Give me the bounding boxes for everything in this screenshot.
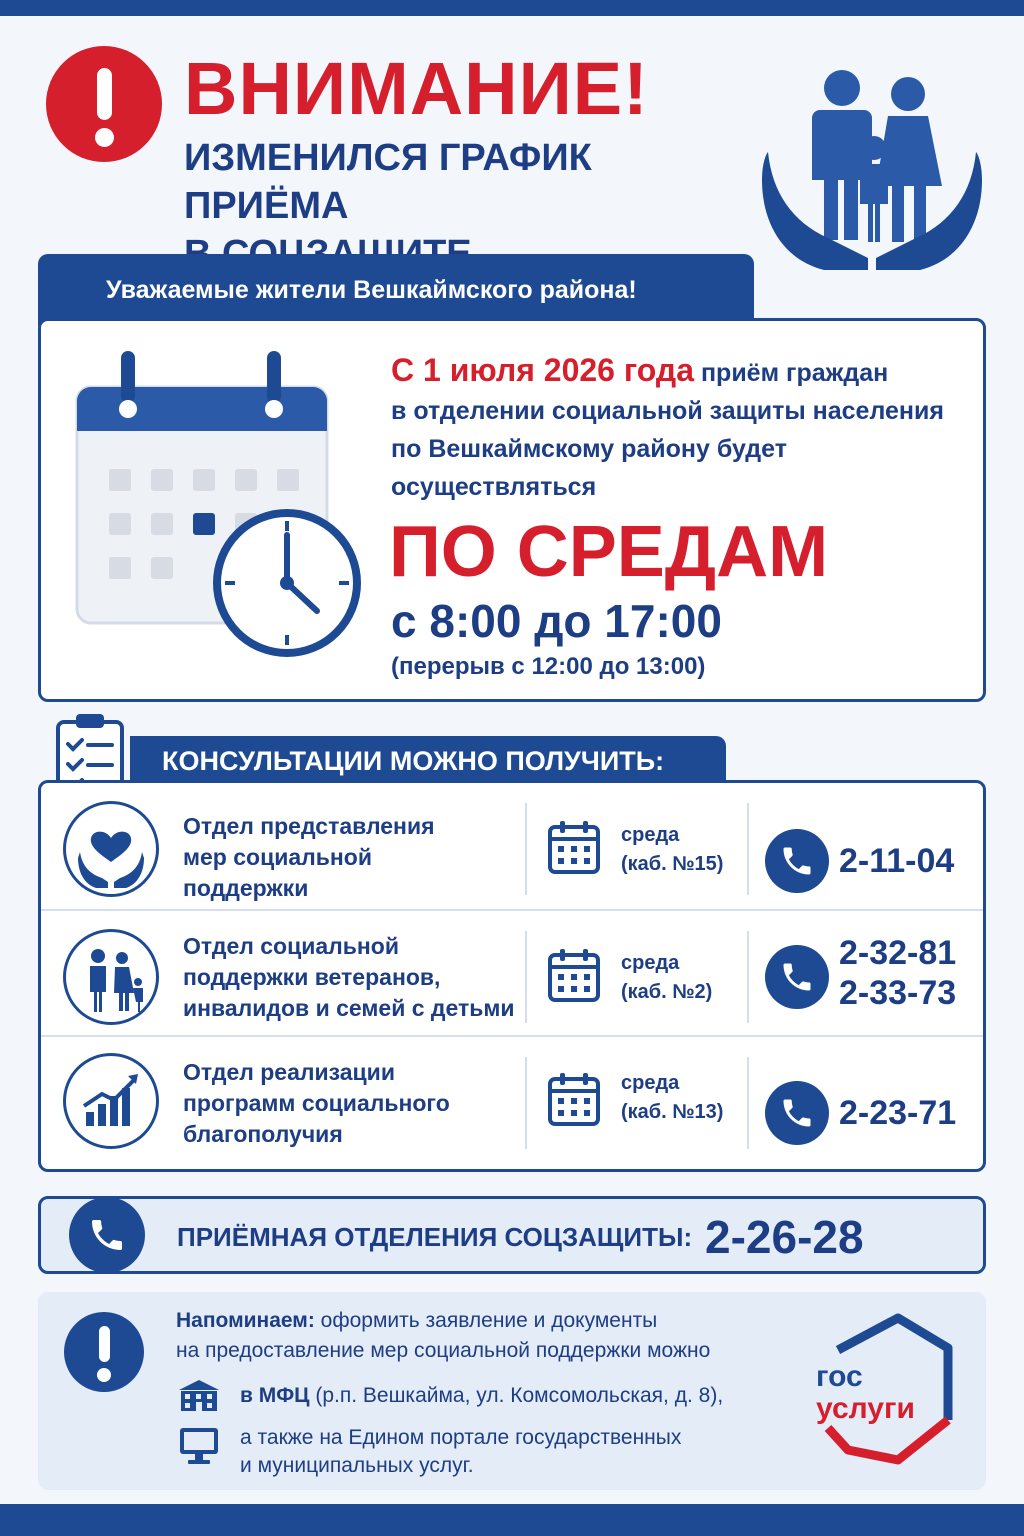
alert-icon xyxy=(46,46,162,162)
department-name xyxy=(183,931,523,1024)
divider xyxy=(747,1057,749,1149)
phone-icon xyxy=(69,1197,145,1273)
divider xyxy=(747,803,749,895)
department-line: мер социальной xyxy=(183,844,372,870)
reminder-line-2: на предоставление мер социальной поддержки можно xyxy=(176,1339,711,1362)
consultation-row xyxy=(41,909,983,1035)
weekday: среда xyxy=(621,1072,680,1094)
mfc-address: (р.п. Вешкайма, ул. Комсомольская, д. 8), xyxy=(309,1384,724,1407)
department-line: инвалидов и семей с детьми xyxy=(183,995,515,1021)
mfc-label: в МФЦ xyxy=(240,1384,310,1407)
divider xyxy=(525,1057,527,1149)
bottom-band xyxy=(0,1504,1024,1536)
start-date: С 1 июля 2026 года xyxy=(391,352,694,388)
subtitle-line-1: ИЗМЕНИЛСЯ ГРАФИК ПРИЁМА xyxy=(184,137,592,227)
reception-time xyxy=(621,821,723,879)
reminder-line-1: оформить заявление и документы xyxy=(314,1309,658,1332)
lunch-break: (перерыв с 12:00 до 13:00) xyxy=(391,653,706,680)
schedule-text-2: в отделении социальной защиты населения xyxy=(391,397,944,425)
schedule-text-1: приём граждан xyxy=(694,359,889,387)
weekday: среда xyxy=(621,952,680,974)
consultations-title: КОНСУЛЬТАЦИИ МОЖНО ПОЛУЧИТЬ: xyxy=(130,736,726,786)
department-line: программ социального xyxy=(183,1090,450,1116)
schedule-text-4: осуществляться xyxy=(391,473,597,501)
department-line: поддержки xyxy=(183,875,309,901)
reception-time xyxy=(621,949,712,1007)
reception-label: ПРИЁМНАЯ ОТДЕЛЕНИЯ СОЦЗАЩИТЫ: xyxy=(177,1222,693,1252)
greeting-tab: Уважаемые жители Вешкаймского района! xyxy=(38,254,754,326)
logo-text-uslugi: услуги xyxy=(816,1392,915,1425)
reception-bar xyxy=(38,1196,986,1274)
mfc-line xyxy=(240,1382,800,1410)
divider xyxy=(747,931,749,1023)
gosuslugi-logo[interactable] xyxy=(808,1310,958,1470)
consultations-table xyxy=(38,780,986,1172)
reception-phone[interactable]: 2-26-28 xyxy=(705,1211,864,1263)
department-line: благополучия xyxy=(183,1121,343,1147)
schedule-text-3: по Вешкаймскому району будет xyxy=(391,435,787,463)
reception-day: ПО СРЕДАМ xyxy=(389,512,829,592)
consultation-row xyxy=(41,1035,983,1169)
portal-line xyxy=(240,1424,800,1480)
department-name xyxy=(183,1057,523,1150)
growth-chart-icon xyxy=(63,1053,159,1149)
calendar-icon xyxy=(547,1071,601,1127)
department-line: Отдел представления xyxy=(183,813,435,839)
calendar-icon xyxy=(547,819,601,875)
family-icon xyxy=(63,929,159,1025)
phone-number[interactable]: 2-33-73 xyxy=(839,974,957,1012)
room-number: (каб. №15) xyxy=(621,853,724,875)
phone-icon xyxy=(765,945,829,1009)
consultation-row xyxy=(41,783,983,909)
exclamation-icon xyxy=(64,1312,144,1392)
building-icon xyxy=(176,1378,222,1414)
room-number: (каб. №2) xyxy=(621,981,713,1003)
portal-line-1: а также на Едином портале государственных xyxy=(240,1426,682,1449)
reminder-panel xyxy=(38,1292,986,1490)
family-in-hands-icon xyxy=(762,60,982,270)
phone-number[interactable]: 2-32-81 xyxy=(839,934,957,972)
schedule-card xyxy=(38,318,986,702)
computer-icon xyxy=(176,1426,222,1466)
room-number: (каб. №13) xyxy=(621,1101,724,1123)
heart-hands-icon xyxy=(63,801,159,897)
reminder-lead: Напоминаем: xyxy=(176,1309,315,1332)
department-line: Отдел социальной xyxy=(183,933,399,959)
department-name xyxy=(183,811,523,904)
top-band xyxy=(0,0,1024,16)
logo-text-gos: гос xyxy=(816,1360,863,1393)
page-title: ВНИМАНИЕ! xyxy=(184,47,649,130)
reception-hours: с 8:00 до 17:00 xyxy=(391,595,722,647)
portal-line-2: и муниципальных услуг. xyxy=(240,1454,474,1477)
calendar-icon xyxy=(547,947,601,1003)
phone-number[interactable]: 2-23-71 xyxy=(839,1094,957,1132)
schedule-description xyxy=(391,351,971,506)
department-line: поддержки ветеранов, xyxy=(183,964,441,990)
department-line: Отдел реализации xyxy=(183,1059,395,1085)
divider xyxy=(525,803,527,895)
phone-icon xyxy=(765,1081,829,1145)
weekday: среда xyxy=(621,824,680,846)
calendar-clock-icon xyxy=(71,345,371,665)
reminder-text xyxy=(176,1306,796,1366)
divider xyxy=(525,931,527,1023)
phone-icon xyxy=(765,829,829,893)
reception-time xyxy=(621,1069,723,1127)
phone-number[interactable]: 2-11-04 xyxy=(839,842,955,880)
